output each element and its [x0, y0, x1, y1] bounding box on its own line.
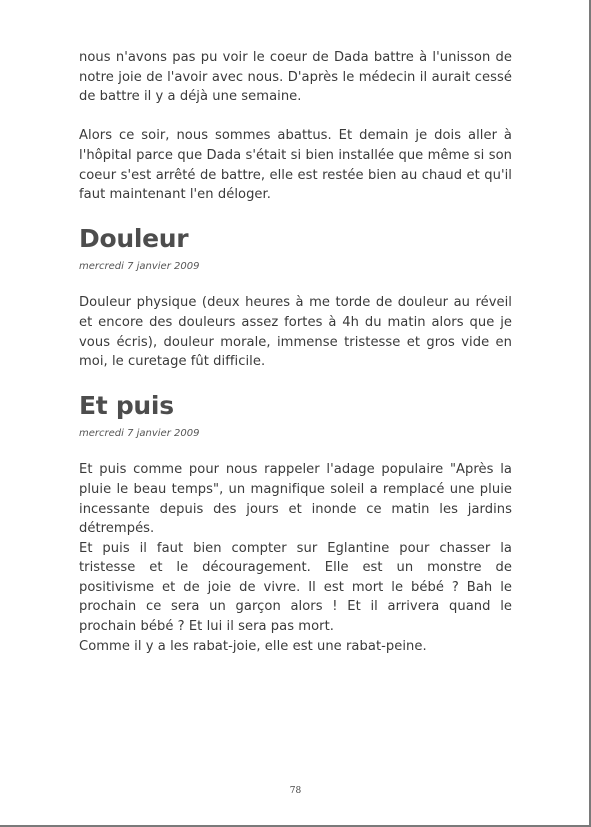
intro-paragraph: Alors ce soir, nous sommes abattus. Et demain je dois aller à l'hôpital parce que Dada s'était si bien installée que même si son coeur s'est arrêté de battre, elle est restée bien au chaud et qu'il faut maintenant l'en déloger.	[79, 128, 512, 203]
post-paragraph: Douleur physique (deux heures à me torde de douleur au réveil et encore des douleurs assez fortes à 4h du matin alors que je vous écris), douleur morale, immense tristesse et gros vide en moi, le curetage fût difficile.	[79, 295, 512, 370]
post-date: mercredi 7 janvier 2009	[79, 261, 200, 273]
blog-post	[79, 391, 512, 656]
post-paragraph: Et puis comme pour nous rappeler l'adage populaire "Après la pluie le beau temps", un magnifique soleil a remplacé une pluie incessante depuis des jours et inonde ce matin les jardins détrempés.	[79, 462, 512, 537]
post-paragraph: Comme il y a les rabat-joie, elle est une rabat-peine.	[79, 638, 427, 654]
post-title: Et puis	[79, 391, 174, 421]
page-number: 78	[289, 786, 302, 796]
post-paragraph: Et puis il faut bien compter sur Eglantine pour chasser la tristesse et le découragement. Elle est un monstre de positivisme et de joie de vivre. Il est mort le bébé ? Bah le prochain ce sera un garçon alors ! Et il arrivera quand le prochain bébé ? Et lui il sera pas mort.	[79, 540, 512, 635]
post-date: mercredi 7 janvier 2009	[79, 428, 200, 440]
page-content	[79, 48, 512, 656]
post-title: Douleur	[79, 224, 189, 254]
intro-paragraph: nous n'avons pas pu voir le coeur de Dada battre à l'unisson de notre joie de l'avoir avec nous. D'après le médecin il aurait cessé de battre il y a déjà une semaine.	[79, 50, 512, 105]
blog-post	[79, 224, 512, 371]
